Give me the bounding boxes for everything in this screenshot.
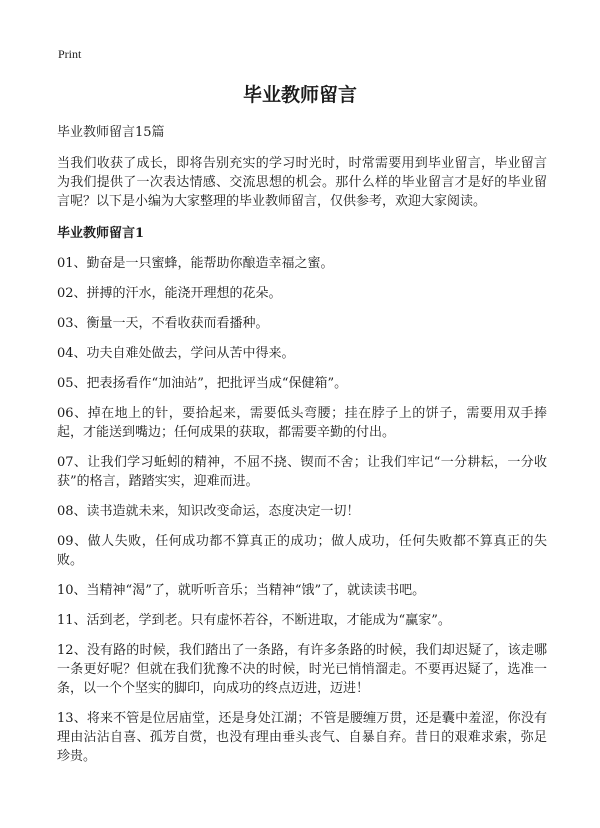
list-item: 06、掉在地上的针，要拾起来，需要低头弯腰；挂在脖子上的饼子，需要用双手捧起，才能送到嘴边；任何成果的获取，都需要辛勤的付出。 bbox=[57, 406, 547, 440]
list-item: 12、没有路的时候，我们踏出了一条路，有许多条路的时候，我们却迟疑了，该走哪一条更好呢？但就在我们犹豫不决的时候，时光已悄悄溜走。不要再迟疑了，选准一条，以一个个坚实的脚印，向成功的终点迈进，迈进！ bbox=[57, 643, 547, 696]
article-body bbox=[57, 123, 547, 766]
list-item: 01、勤奋是一只蜜蜂，能帮助你酿造幸福之蜜。 bbox=[57, 256, 334, 271]
print-link[interactable]: Print bbox=[58, 47, 82, 61]
section-heading: 毕业教师留言1 bbox=[57, 226, 145, 241]
list-item: 11、活到老，学到老。只有虚怀若谷，不断进取，才能成为“赢家”。 bbox=[57, 613, 451, 628]
list-item: 05、把表扬看作“加油站”，把批评当成“保健箱”。 bbox=[57, 376, 348, 391]
intro-paragraph: 当我们收获了成长，即将告别充实的学习时光时，时常需要用到毕业留言，毕业留言为我们提供了一次表达情感、交流思想的机会。那什么样的毕业留言才是好的毕业留言呢？以下是小编为大家整理的毕业教师留言，仅供参考，欢迎大家阅读。 bbox=[57, 156, 547, 209]
article-subtitle: 毕业教师留言15篇 bbox=[57, 125, 165, 140]
list-item: 04、功夫自难处做去，学问从苦中得来。 bbox=[57, 346, 295, 361]
message-list bbox=[57, 254, 547, 766]
list-item: 09、做人失败，任何成功都不算真正的成功；做人成功，任何失败都不算真正的失败。 bbox=[57, 534, 547, 568]
list-item: 13、将来不管是位居庙堂，还是身处江湖；不管是腰缠万贯，还是囊中羞涩，你没有理由沾沾自喜、孤芳自赏，也没有理由垂头丧气、自暴自弃。昔日的艰难求索，弥足珍贵。 bbox=[57, 711, 547, 764]
list-item: 03、衡量一天，不看收获而看播种。 bbox=[57, 316, 269, 331]
list-item: 07、让我们学习蚯蚓的精神，不屈不挠、锲而不舍；让我们牢记“一分耕耘，一分收获”的格言，踏踏实实，迎难而进。 bbox=[57, 455, 547, 489]
list-item: 08、读书造就未来，知识改变命运，态度决定一切！ bbox=[57, 504, 360, 519]
list-item: 02、拼搏的汗水，能浇开理想的花朵。 bbox=[57, 286, 282, 301]
list-item: 10、当精神“渴”了，就听听音乐；当精神“饿”了，就读读书吧。 bbox=[57, 583, 426, 598]
page-title: 毕业教师留言 bbox=[242, 84, 357, 106]
